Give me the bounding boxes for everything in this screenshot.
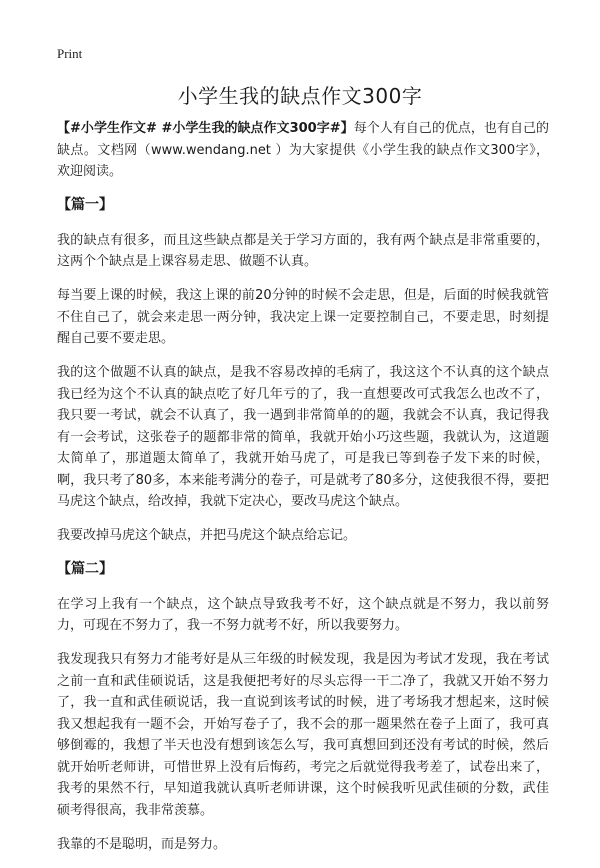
intro-tag: 【#小学生作文# #小学生我的缺点作文300字#】 <box>57 121 354 136</box>
page-title: 小学生我的缺点作文300字 <box>177 84 423 108</box>
paragraph: 我发现我只有努力才能考好是从三年级的时候发现，我是因为考试才发现，我在考试之前一直和武佳硕说话，这是我便把考好的尽头忘得一干二净了，我就又开始不努力了，我一直和武佳硕说话，我一直说到该考试的时候，进了考场我才想起来，这时候我又想起我有一题不会，开始写卷子了，我不会的那一题果然在卷子上面了，我可真够倒霉的，我想了半天也没有想到该怎么写，我可真想回到还没有考试的时候，然后就开始听老师讲，可惜世界上没有后悔药，考完之后就觉得我考差了，试卷出来了，我考的果然不行，早知道我就认真听老师讲课，这个时候我听见武佳硕的分数，武佳硕考得很高，我非常羡慕。 <box>57 652 549 818</box>
article-body <box>57 118 549 868</box>
paragraph: 在学习上我有一个缺点，这个缺点导致我考不好，这个缺点就是不努力，我以前努力，可现在不努力了，我一不努力就考不好，所以我要努力。 <box>57 596 549 633</box>
paragraph: 我靠的不是聪明，而是努力。 <box>57 836 227 852</box>
paragraph: 每当要上课的时候，我这上课的前20分钟的时候不会走思，但是，后面的时候我就管不住自己了，就会来走思一两分钟，我决定上课一定要控制自己，不要走思，时刻提醒自己要不要走思。 <box>57 288 549 346</box>
section-heading: 【篇二】 <box>57 561 113 577</box>
paragraph: 我的这个做题不认真的缺点，是我不容易改掉的毛病了，我这这个不认真的这个缺点我已经为这个不认真的缺点吃了好几年亏的了，我一直想要改可式我怎么也改不了，我只要一考试，就会不认真了，我一遇到非常简单的的题，我就会不认真，我记得我有一会考试，这张卷子的题都非常的简单，我就开始小巧这些题，我就认为，这道题太简单了，那道题太简单了，我就开始马虎了，可是我已等到卷子发下来的时候，啊，我只考了80多，本来能考满分的卷子，可是就考了80多分，这使我很不得，要把马虎这个缺点，给改掉，我就下定决心，要改马虎这个缺点。 <box>57 365 549 509</box>
intro-text: 每个人有自己的优点，也有自己的缺点。文档网（www.wendang.net ）为大家提供《小学生我的缺点作文300字》，欢迎阅读。 <box>57 121 549 179</box>
paragraph: 我要改掉马虎这个缺点，并把马虎这个缺点给忘记。 <box>57 528 357 543</box>
paragraph: 我的缺点有很多，而且这些缺点都是关于学习方面的，我有两个缺点是非常重要的，这两个个缺点是上课容易走思、做题不认真。 <box>57 232 549 269</box>
print-link[interactable]: Print <box>57 46 83 61</box>
section-heading: 【篇一】 <box>57 197 113 213</box>
intro-paragraph <box>57 118 549 183</box>
